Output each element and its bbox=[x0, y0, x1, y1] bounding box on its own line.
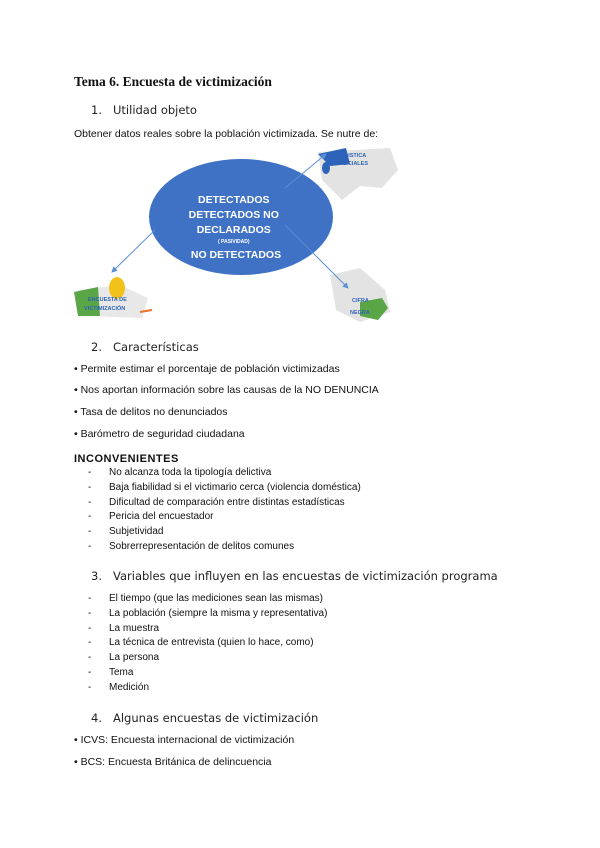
dash-marker: - bbox=[88, 666, 92, 678]
dash-marker: - bbox=[88, 481, 92, 493]
dash-marker: - bbox=[88, 496, 92, 508]
encuesta-item: • BCS: Encuesta Británica de delincuencia bbox=[74, 756, 272, 768]
label-cifra: CIFRA bbox=[352, 298, 369, 304]
list-item-text: La técnica de entrevista (quien lo hace, como) bbox=[109, 637, 314, 649]
encuesta-item: • ICVS: Encuesta internacional de victimización bbox=[74, 734, 295, 746]
list-item-text: Tema bbox=[109, 666, 134, 678]
label-encuesta: ENCUESTA DE bbox=[88, 297, 127, 303]
variables-list bbox=[88, 592, 327, 696]
section-label: Variables que influyen en las encuestas de victimización programa bbox=[113, 569, 498, 583]
dash-marker: - bbox=[88, 467, 92, 478]
list-item-text: Subjetividad bbox=[109, 526, 164, 538]
section-heading-4 bbox=[91, 711, 318, 725]
list-item bbox=[88, 466, 361, 481]
victimization-diagram bbox=[60, 140, 400, 330]
label-negra: NEGRA bbox=[350, 310, 370, 316]
arrow-to-bottom-left bbox=[112, 230, 155, 272]
dash-marker: - bbox=[88, 593, 92, 604]
dash-marker: - bbox=[88, 526, 92, 538]
section-number: 3. bbox=[91, 569, 102, 583]
center-line-1: DETECTADOS bbox=[197, 194, 270, 206]
page-title: Tema 6. Encuesta de victimización bbox=[74, 74, 272, 89]
list-item-text: Dificultad de comparación entre distintas estadísticas bbox=[109, 496, 345, 508]
list-item-text: No alcanza toda la tipología delictiva bbox=[109, 467, 272, 478]
list-item-text: Baja fiabilidad si el victimario cerca (violencia doméstica) bbox=[109, 481, 361, 493]
inconvenientes-list bbox=[88, 466, 361, 555]
list-item-text: La muestra bbox=[109, 622, 160, 634]
list-item bbox=[88, 592, 327, 607]
svg-text:DETECTADOS DETECTADOS NO bbox=[189, 190, 284, 261]
list-item bbox=[88, 540, 361, 555]
blue-drop-shape bbox=[322, 162, 330, 174]
label-victimizacion: VICTIMIZACIÓN bbox=[84, 306, 126, 312]
dash-marker: - bbox=[88, 652, 92, 664]
list-item-text: El tiempo (que las mediciones sean las mismas) bbox=[109, 593, 323, 604]
list-item bbox=[88, 510, 361, 525]
yellow-shape bbox=[109, 277, 125, 299]
dash-marker: - bbox=[88, 637, 92, 649]
list-item bbox=[88, 607, 327, 622]
caracteristica-item: • Nos aportan información sobre las causas de la NO DENUNCIA bbox=[74, 384, 379, 396]
dash-marker: - bbox=[88, 607, 92, 619]
inconvenientes-title: INCONVENIENTES bbox=[74, 453, 179, 465]
caracteristica-item: • Permite estimar el porcentaje de población victimizadas bbox=[74, 363, 340, 375]
center-line-5: NO DETECTADOS bbox=[190, 249, 282, 261]
list-item-text: La población (siempre la misma y representativa) bbox=[109, 607, 328, 619]
list-item bbox=[88, 525, 361, 540]
intro-paragraph: Obtener datos reales sobre la población victimizada. Se nutre de: bbox=[74, 128, 379, 140]
caracteristica-item: • Tasa de delitos no denunciados bbox=[74, 406, 228, 418]
center-line-3: DECLARADOS bbox=[196, 224, 271, 236]
list-item bbox=[88, 651, 327, 666]
dash-marker: - bbox=[88, 622, 92, 634]
list-item bbox=[88, 481, 361, 496]
section-number: 2. bbox=[91, 340, 102, 354]
section-heading-3 bbox=[91, 569, 498, 583]
list-item-text: Pericia del encuestador bbox=[109, 511, 214, 523]
dash-marker: - bbox=[88, 511, 92, 523]
list-item bbox=[88, 496, 361, 511]
dash-marker: - bbox=[88, 540, 92, 552]
list-item-text: Medición bbox=[109, 681, 150, 693]
center-line-2: DETECTADOS NO bbox=[188, 209, 279, 221]
caracteristica-item: • Barómetro de seguridad ciudadana bbox=[74, 428, 245, 440]
list-item bbox=[88, 681, 327, 696]
section-label: Características bbox=[113, 340, 199, 354]
label-policiales: POLICIALES bbox=[335, 161, 369, 167]
dash-marker: - bbox=[88, 681, 92, 693]
section-number: 1. bbox=[91, 103, 102, 117]
section-number: 4. bbox=[91, 711, 102, 725]
section-heading-2 bbox=[91, 340, 199, 354]
list-item-text: La persona bbox=[109, 652, 160, 664]
list-item bbox=[88, 666, 327, 681]
list-item bbox=[88, 636, 327, 651]
list-item bbox=[88, 622, 327, 637]
center-line-4: ( PASIVIDAD) bbox=[217, 239, 250, 245]
list-item-text: Sobrerrepresentación de delitos comunes bbox=[109, 540, 295, 552]
section-label: Algunas encuestas de victimización bbox=[113, 711, 319, 725]
label-estadistica: ESTADISTICA bbox=[330, 153, 367, 159]
section-label: Utilidad objeto bbox=[113, 103, 197, 117]
section-heading-1 bbox=[91, 103, 197, 117]
